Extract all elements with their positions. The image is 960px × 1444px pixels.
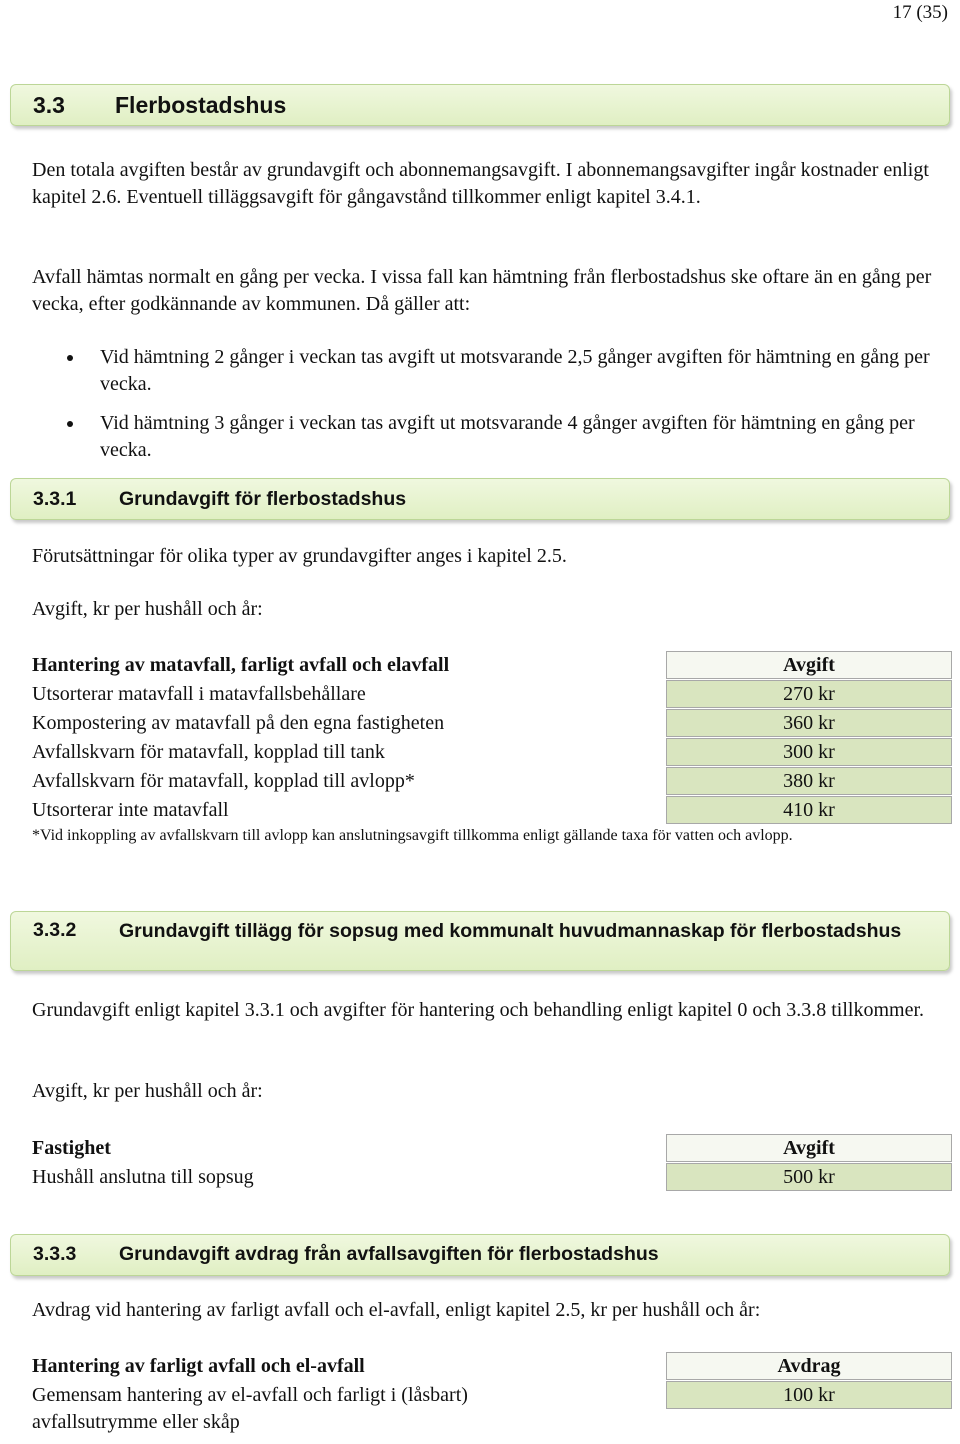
subsection-title: Grundavgift avdrag från avfallsavgiften för flerbostadshus [119,1243,659,1265]
row-value: 300 kr [666,738,952,766]
subsection-heading-3-3-1 [10,478,950,520]
table-row [32,796,952,824]
subsection-title: Grundavgift tillägg för sopsug med kommunalt huvudmannaskap för flerbostadshus [119,920,902,942]
row-value: 500 kr [666,1163,952,1191]
subsection-number: 3.3.2 [33,919,77,941]
sub1-unit-label: Avgift, kr per hushåll och år: [32,598,263,620]
table-row [32,709,952,737]
sub3-text: Avdrag vid hantering av farligt avfall och el-avfall, enligt kapitel 2.5, kr per hushåll och år: [32,1299,761,1321]
bullet-dot [67,355,73,361]
bullet-dot [67,421,73,427]
subsection-title: Grundavgift för flerbostadshus [119,488,407,510]
subsection-number: 3.3.3 [33,1243,77,1265]
row-value: 270 kr [666,680,952,708]
table-header-label: Fastighet [32,1137,111,1159]
row-label: Kompostering av matavfall på den egna fastigheten [32,712,445,734]
table-row [32,738,952,766]
row-value: 380 kr [666,767,952,795]
row-label: Avfallskvarn för matavfall, kopplad till avlopp* [32,770,415,792]
row-label: Avfallskvarn för matavfall, kopplad till tank [32,741,385,763]
table-header-value: Avgift [666,1134,952,1162]
bullet-item: Vid hämtning 3 gånger i veckan tas avgift ut motsvarande 4 gånger avgiften för hämtning en gång per vecka. [100,412,915,461]
bullet-item: Vid hämtning 2 gånger i veckan tas avgift ut motsvarande 2,5 gånger avgiften för hämtning en gång per vecka. [100,346,930,395]
row-label: Hushåll anslutna till sopsug [32,1166,254,1188]
table-header-row [32,1134,952,1162]
section-number: 3.3 [33,92,65,118]
table-header-value: Avgift [666,651,952,679]
table-header-row [32,651,952,679]
table-header-value: Avdrag [666,1352,952,1380]
table-header-label: Hantering av farligt avfall och el-avfall [32,1355,365,1377]
row-label-line-1: Gemensam hantering av el-avfall och farligt i (låsbart) [32,1384,468,1406]
table-row [32,1163,952,1191]
footnote: *Vid inkoppling av avfallskvarn till avlopp kan anslutningsavgift tillkomma enligt gällande taxa för vatten och avlopp. [32,827,793,844]
intro-paragraph-2: Avfall hämtas normalt en gång per vecka. I vissa fall kan hämtning från flerbostadshus ske oftare än en gång per vecka, efter godkännande av kommunen. Då gäller att: [32,266,932,315]
table-row [32,680,952,708]
subsection-heading-3-3-2 [10,911,950,971]
row-value: 360 kr [666,709,952,737]
row-label: Utsorterar inte matavfall [32,799,229,821]
row-label-line-2: avfallsutrymme eller skåp [32,1411,240,1433]
section-heading [10,84,950,126]
page-number: 17 (35) [892,2,948,23]
table-header-label: Hantering av matavfall, farligt avfall och elavfall [32,654,450,676]
table-header-row [32,1352,952,1380]
sub2-unit-label: Avgift, kr per hushåll och år: [32,1080,263,1102]
row-value: 100 kr [666,1381,952,1409]
row-value: 410 kr [666,796,952,824]
subsection-number: 3.3.1 [33,488,77,510]
intro-paragraph-1: Den totala avgiften består av grundavgift och abonnemangsavgift. I abonnemangsavgifter ingår kostnader enligt kapitel 2.6. Eventuell tilläggsavgift för gångavstånd tillkommer enligt kapitel 3.4.1. [32,159,929,208]
sub1-text: Förutsättningar för olika typer av grundavgifter anges i kapitel 2.5. [32,545,567,567]
row-label: Utsorterar matavfall i matavfallsbehållare [32,683,366,705]
section-title: Flerbostadshus [115,92,287,118]
sub2-text: Grundavgift enligt kapitel 3.3.1 och avgifter för hantering och behandling enligt kapitel 0 och 3.3.8 tillkommer. [32,999,925,1021]
subsection-heading-3-3-3 [10,1234,950,1276]
table-row [32,1381,952,1437]
table-row [32,767,952,795]
